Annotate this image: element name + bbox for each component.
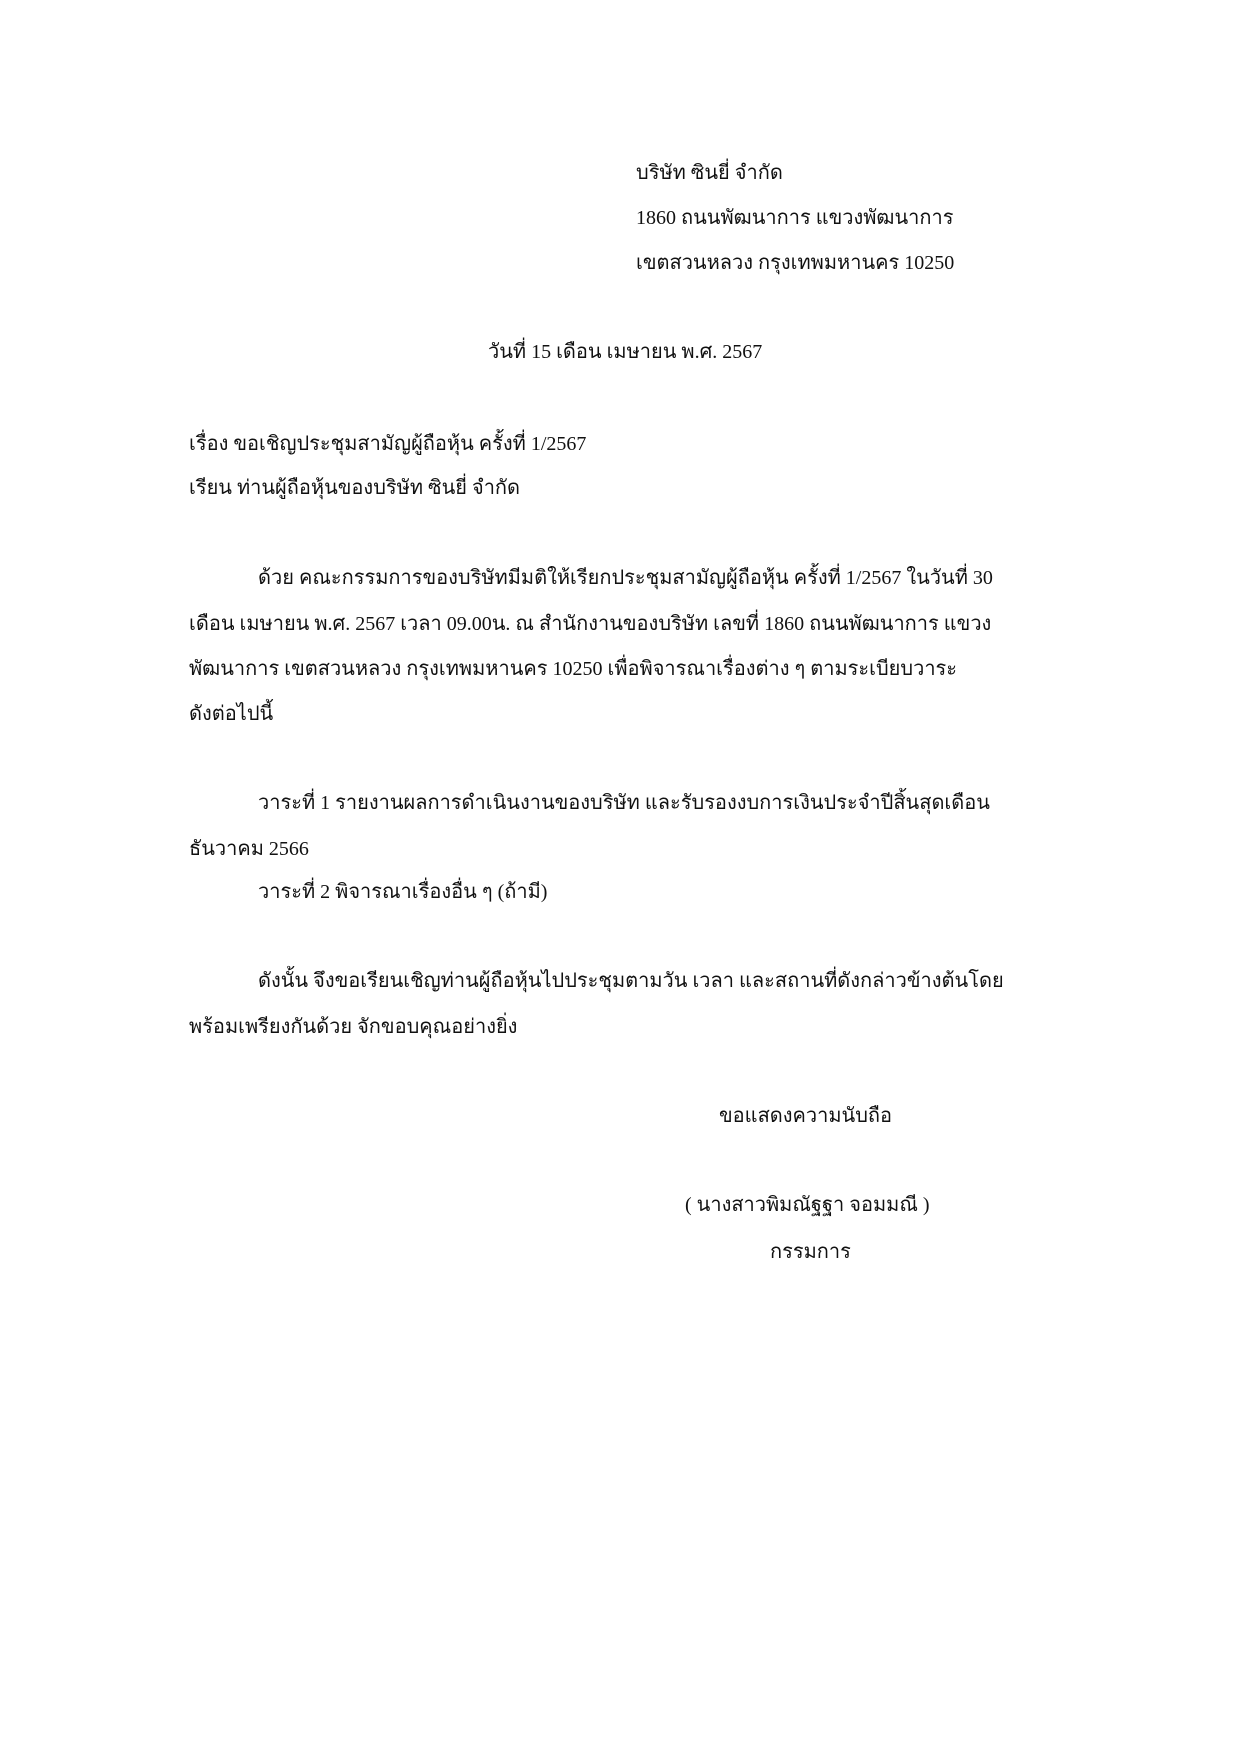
agenda-item-2: วาระที่ 2 พิจารณาเรื่องอื่น ๆ (ถ้ามี): [258, 881, 548, 903]
intro-paragraph-line-2: เดือน เมษายน พ.ศ. 2567 เวลา 09.00น. ณ สำนักงานของบริษัท เลขที่ 1860 ถนนพัฒนาการ แขวง: [189, 613, 992, 635]
intro-paragraph-line-1: ด้วย คณะกรรมการของบริษัทมีมติให้เรียกประชุมสามัญผู้ถือหุ้น ครั้งที่ 1/2567 ในวันที่ 30: [258, 567, 993, 589]
signature-closing: ขอแสดงความนับถือ: [719, 1105, 893, 1127]
intro-paragraph-line-4: ดังต่อไปนี้: [189, 703, 274, 725]
signer-title: กรรมการ: [770, 1241, 851, 1263]
sender-address-line-1: 1860 ถนนพัฒนาการ แขวงพัฒนาการ: [636, 207, 954, 229]
signer-name: ( นางสาวพิมณัฐฐา จอมมณี ): [685, 1194, 930, 1216]
agenda-item-1-line-1: วาระที่ 1 รายงานผลการดำเนินงานของบริษัท และรับรองงบการเงินประจำปีสิ้นสุดเดือน: [258, 792, 990, 814]
agenda-item-1-line-2: ธันวาคม 2566: [189, 838, 309, 860]
letter-date: วันที่ 15 เดือน เมษายน พ.ศ. 2567: [488, 341, 763, 363]
letter-recipient: เรียน ท่านผู้ถือหุ้นของบริษัท ซินยี่ จำกัด: [189, 477, 521, 499]
letter-subject: เรื่อง ขอเชิญประชุมสามัญผู้ถือหุ้น ครั้งที่ 1/2567: [189, 433, 587, 455]
closing-paragraph-line-2: พร้อมเพรียงกันด้วย จักขอบคุณอย่างยิ่ง: [189, 1016, 518, 1038]
sender-address-line-2: เขตสวนหลวง กรุงเทพมหานคร 10250: [636, 252, 955, 274]
sender-company: บริษัท ซินยี่ จำกัด: [636, 162, 783, 184]
closing-paragraph-line-1: ดังนั้น จึงขอเรียนเชิญท่านผู้ถือหุ้นไปประชุมตามวัน เวลา และสถานที่ดังกล่าวข้างต้นโดย: [258, 970, 1004, 992]
intro-paragraph-line-3: พัฒนาการ เขตสวนหลวง กรุงเทพมหานคร 10250 เพื่อพิจารณาเรื่องต่าง ๆ ตามระเบียบวาระ: [189, 658, 958, 680]
